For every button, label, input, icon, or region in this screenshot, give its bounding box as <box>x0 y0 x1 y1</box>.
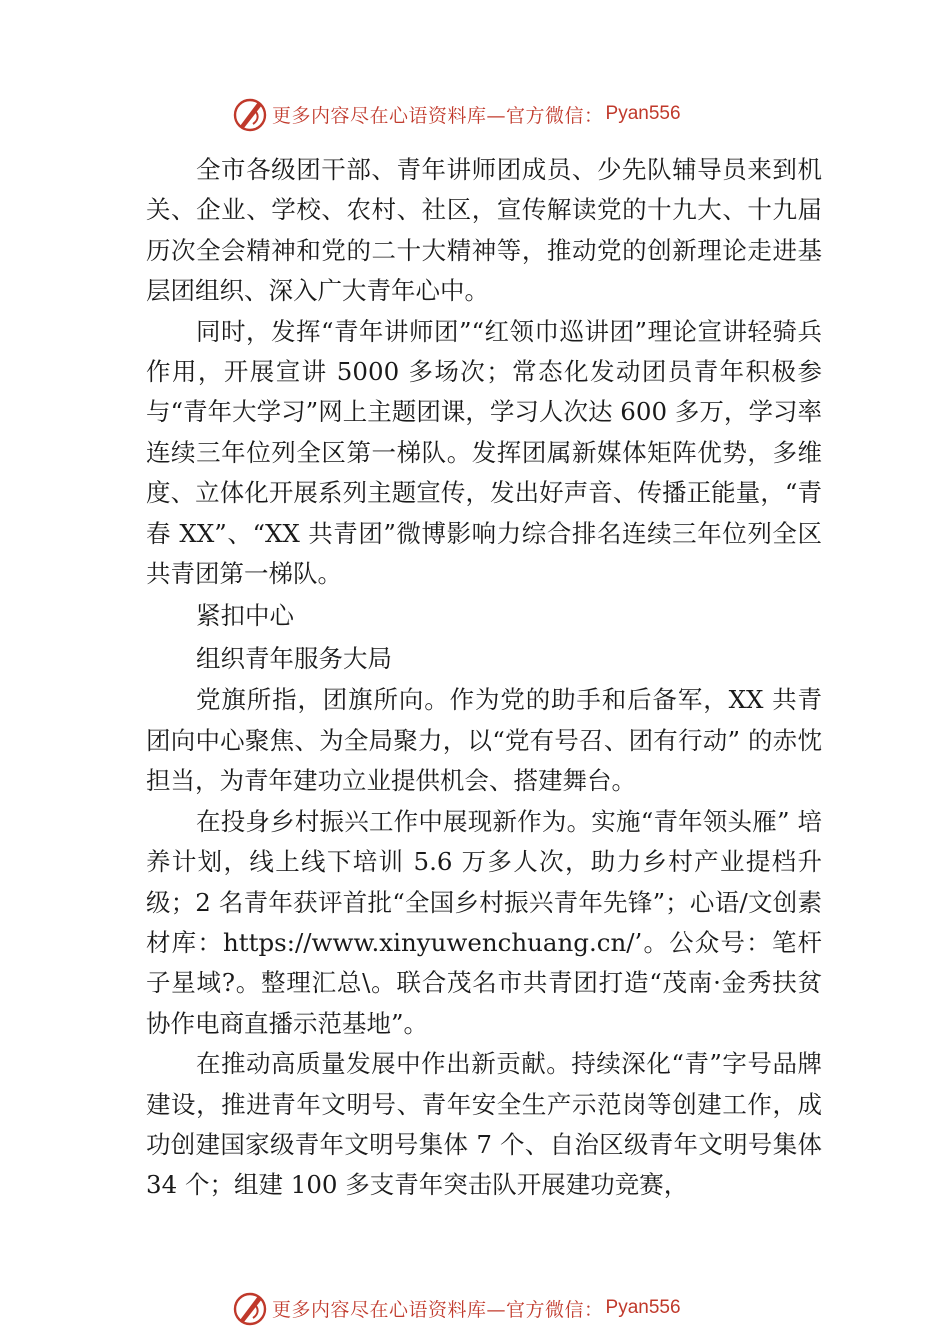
footer-banner <box>232 1288 681 1328</box>
section-subheading: 组织青年服务大局 <box>196 644 392 674</box>
header-banner <box>232 94 681 134</box>
pen-logo-icon <box>232 96 268 132</box>
section-heading: 紧扣中心 <box>196 601 294 631</box>
paragraph: 全市各级团干部、青年讲师团成员、少先队辅导员来到机关、企业、学校、农村、社区，宣传解读党的十九大、十九届历次全会精神和党的二十大精神等，推动党的创新理论走进基层团组织、深入广大青年心中。 <box>146 155 822 306</box>
paragraph: 同时，发挥“青年讲师团”“红领巾巡讲团”理论宣讲轻骑兵作用，开展宣讲 5000 多场次；常态化发动团员青年积极参与“青年大学习”网上主题团课，学习人次达 600 多万，学习率连续三年位列全区第一梯队。发挥团属新媒体矩阵优势，多维度、立体化开展系列主题宣传，发出好声音、传播正能量，“青春 XX”、“XX 共青团”微博影响力综合排名连续三年位列全区共青团第一梯队。 <box>146 316 822 589</box>
header-wechat-id: Pyan556 <box>605 103 681 124</box>
paragraph: 在推动高质量发展中作出新贡献。持续深化“青”字号品牌建设，推进青年文明号、青年安全生产示范岗等创建工作，成功创建国家级青年文明号集体 7 个、自治区级青年文明号集体 34 个；组建 100 多支青年突击队开展建功竞赛， <box>146 1049 822 1200</box>
pen-logo-icon <box>232 1290 268 1326</box>
paragraph: 党旗所指，团旗所向。作为党的助手和后备军，XX 共青团向中心聚焦、为全局聚力，以“党有号召、团有行动” 的赤忱担当，为青年建功立业提供机会、搭建舞台。 <box>146 685 822 796</box>
footer-text: 更多内容尽在心语资料库—官方微信： <box>272 1298 604 1321</box>
document-body <box>146 150 822 1206</box>
footer-wechat-id: Pyan556 <box>605 1297 681 1318</box>
paragraph: 在投身乡村振兴工作中展现新作为。实施“青年领头雁” 培养计划，线上线下培训 5.6 万多人次，助力乡村产业提档升级；2 名青年获评首批“全国乡村振兴青年先锋”；心语/文创素材库：https://www.xinyuwenchuang.cn/’。公众号：笔杆子星域?。整理汇总\。联合茂名市共青团打造“茂南·金秀扶贫协作电商直播示范基地”。 <box>146 806 822 1038</box>
header-text: 更多内容尽在心语资料库—官方微信： <box>272 104 604 127</box>
